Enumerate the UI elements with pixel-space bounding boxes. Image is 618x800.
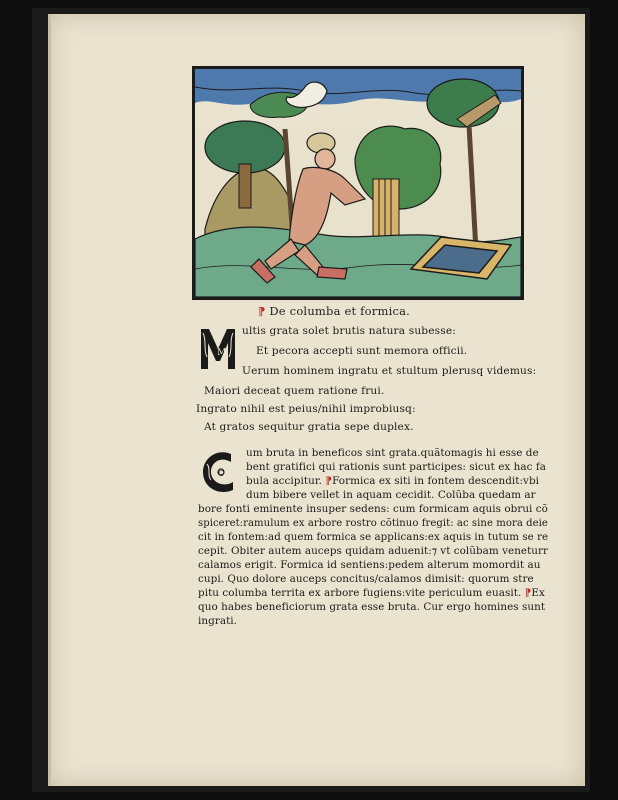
decorated-initial-c: [197, 446, 239, 498]
prose-line: bore fonti eminente insuper sedens: cum formicam aquis obrui cõ: [198, 503, 548, 515]
prose-line: ingrati.: [198, 615, 238, 627]
pilcrow-mark: ⁋: [258, 304, 266, 318]
page-gutter: [48, 14, 51, 786]
prose-line: calamos erigit. Formica id sentiens:pedem alterum momordit au: [198, 559, 541, 571]
shoe: [317, 267, 347, 279]
prose-line: cepit. Obiter autem auceps quidam aduenit:⁊ vt colũbam veneturr: [198, 545, 549, 557]
prose-line: um bruta in beneficos sint grata.quãtomagis hi esse de: [246, 447, 539, 459]
prose-line: spiceret:ramulum ex arbore rostro cõtinuo fregit: ac sine mora deie: [198, 517, 548, 529]
prose-line: pitu columba territa ex arbore fugiens:vite periculum euasit. ⁋Ex: [198, 587, 545, 599]
prose-line: bent gratifici qui rationis sunt participes: sicut ex hac fa: [246, 461, 547, 473]
prose-line: dum bibere vellet in aquam cecidit. Colũba quedam ar: [246, 489, 536, 501]
woodcut-illustration: [192, 66, 524, 300]
prose-line: bula accipitur. ⁋Formica ex siti in fontem descendit:vbi: [246, 475, 540, 487]
initial-m-letter: M: [217, 348, 227, 358]
verse-line: Et pecora accepti sunt memora officii.: [256, 345, 468, 357]
fable-title-text: De columba et formica.: [269, 304, 410, 318]
verse-line: At gratos sequitur gratia sepe duplex.: [204, 421, 414, 433]
verse-line: ultis grata solet brutis natura subesse:: [242, 325, 456, 337]
prose-line: cupi. Quo dolore auceps concitus/calamos dimisit: quorum stre: [198, 573, 534, 585]
fable-title: [258, 304, 410, 318]
tunic: [289, 167, 365, 245]
verse-line: Ingrato nihil est peius/nihil improbiusq:: [196, 403, 416, 415]
verse-line: Uerum hominem ingratu et stultum plerusq videmus:: [242, 365, 537, 377]
reed-bundle: [373, 179, 399, 243]
initial-c-letter: C: [218, 469, 225, 478]
prose-line: quo habes beneficiorum grata esse bruta. Cur ergo homines sunt: [198, 601, 546, 613]
pilcrow-mark: ⁋: [524, 587, 532, 599]
prose-line: cit in fontem:ad quem formica se applicans:ex aquis in tutum se re: [198, 531, 549, 543]
verse-line: Maiori deceat quem ratione frui.: [204, 385, 385, 397]
pilcrow-mark: ⁋: [325, 475, 333, 487]
decorated-initial-m: [197, 323, 239, 373]
woodcut-scene: [195, 69, 521, 297]
